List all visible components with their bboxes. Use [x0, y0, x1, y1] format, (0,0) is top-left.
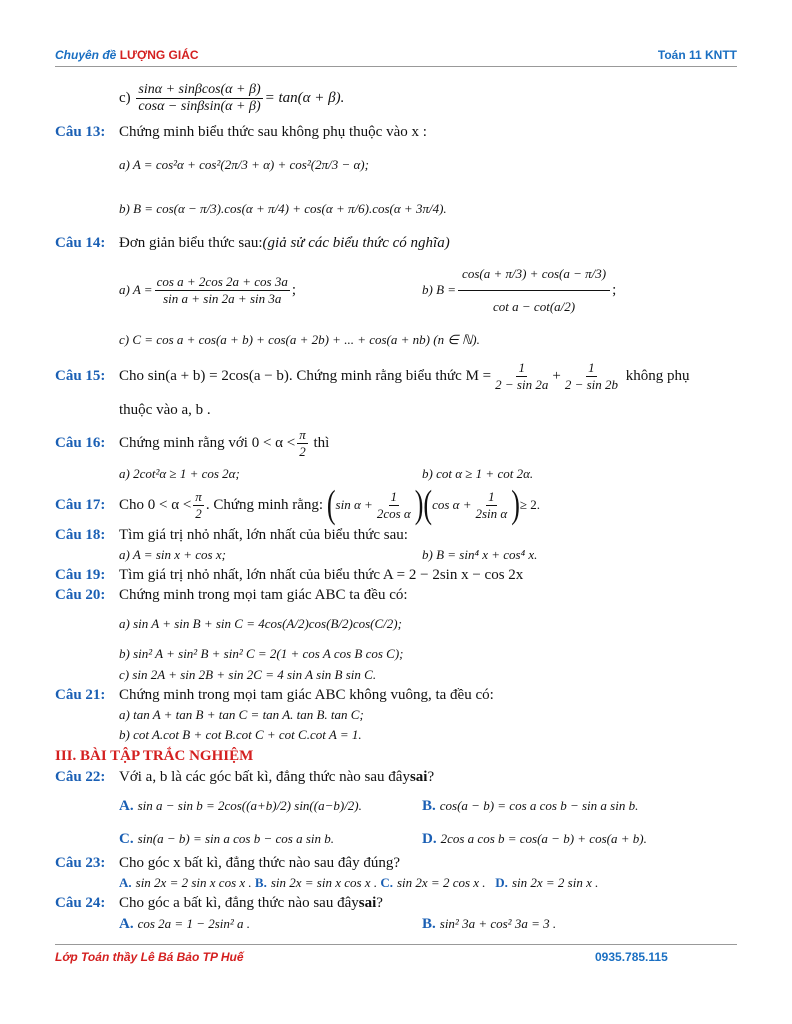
question-24: Câu 24: Cho góc a bất kì, đẳng thức nào sau đây sai ?	[55, 894, 383, 911]
q24-label: Câu 24:	[55, 894, 106, 911]
q20c: c) sin 2A + sin 2B + sin 2C = 4 sin A sin B sin C.	[119, 667, 377, 682]
q22-option-b[interactable]: B.	[422, 797, 436, 814]
page-footer	[55, 950, 737, 964]
question-23: Câu 23: Cho góc x bất kì, đẳng thức nào sau đây đúng?	[55, 854, 400, 871]
q18-label: Câu 18:	[55, 526, 106, 543]
footer-rule	[55, 944, 737, 945]
q22-row1: A. sin a − sin b = 2cos((a+b)/2) sin((a−b)/2). B. cos(a − b) = cos a cos b − sin a sin b.	[119, 797, 639, 814]
q13b: b) B = cos(α − π/3).cos(α + π/4) + cos(α + π/6).cos(α + 3π/4).	[119, 201, 447, 216]
question-15: Câu 15: Cho sin(a + b) = 2cos(a − b). Chứng minh rằng biểu thức M = $\frac{1}{2 - \sin 2a}$ + $\frac{1}{2 - \sin 2b}$ không phụ	[55, 359, 690, 392]
q22-option-a[interactable]: A.	[119, 797, 134, 814]
q23-option-a[interactable]: A.	[119, 875, 132, 890]
footer-phone: 0935.785.115	[595, 950, 668, 964]
q18ab: a) A = sin x + cos x; b) B = sin⁴ x + cos⁴ x.	[119, 547, 538, 562]
q15-text: Cho sin(a + b) = 2cos(a − b). Chứng minh rằng biểu thức M =	[119, 367, 492, 384]
header-topic: LƯỢNG GIÁC	[119, 48, 199, 62]
q21-label: Câu 21:	[55, 686, 106, 703]
q20b: b) sin² A + sin² B + sin² C = 2(1 + cos A cos B cos C);	[119, 646, 404, 661]
q20a: a) sin A + sin B + sin C = 4cos(A/2)cos(B/2)cos(C/2);	[119, 616, 402, 631]
q13-text: Chứng minh biểu thức sau không phụ thuộc vào x :	[119, 123, 427, 140]
q22-option-c[interactable]: C.	[119, 830, 134, 847]
q23-option-c[interactable]: C.	[380, 875, 393, 890]
q21a: a) tan A + tan B + tan C = tan A. tan B. tan C;	[119, 707, 364, 722]
question-16: Câu 16: Chứng minh rằng với 0 < α < $\frac{\pi}{2}$ thì	[55, 426, 330, 459]
q17-label: Câu 17:	[55, 496, 106, 513]
page-header	[55, 48, 737, 66]
q13a: a) A = cos²α + cos²(2π/3 + α) + cos²(2π/3 − α);	[119, 157, 369, 172]
q23-option-d[interactable]: D.	[495, 875, 508, 890]
page-body	[55, 75, 745, 935]
header-course: Toán 11 KNTT	[657, 48, 737, 62]
question-14	[55, 231, 745, 255]
q16-text: Chứng minh rằng với 0 < α <	[119, 434, 296, 451]
q12c-num: sinα + sinβcos(α + β)	[138, 81, 261, 97]
question-22: Câu 22: Với a, b là các góc bất kì, đẳng thức nào sau đây sai ?	[55, 768, 435, 785]
q14c: c) C = cos a + cos(a + b) + cos(a + 2b) + ... + cos(a + nb) (n ∈ ℕ).	[119, 332, 480, 347]
q24-option-b[interactable]: B.	[422, 915, 436, 932]
q12c-label: c)	[119, 89, 131, 106]
q16-label: Câu 16:	[55, 434, 106, 451]
q14-note: (giả sử các biểu thức có nghĩa)	[262, 234, 450, 251]
q23-options: A. sin 2x = 2 sin x cos x . B. sin 2x = sin x cos x . C. sin 2x = 2 cos x . D. sin 2x = 2 sin x .	[119, 875, 599, 890]
q12c-rhs: = tan(α + β).	[264, 89, 345, 106]
question-17: Câu 17: Cho 0 < α < $\frac{\pi}{2}$ . Chứng minh rằng: ( sin α + $\frac{1}{\text{2cos α}}$ ) ( cos α + $\frac{1}{\text{2sin α}}$ ) ≥ 2.	[55, 482, 541, 526]
q19-label: Câu 19:	[55, 566, 106, 583]
question-20: Câu 20: Chứng minh trong mọi tam giác ABC ta đều có:	[55, 586, 408, 603]
question-18: Câu 18: Tìm giá trị nhỏ nhất, lớn nhất của biểu thức sau:	[55, 526, 408, 543]
question-19: Câu 19: Tìm giá trị nhỏ nhất, lớn nhất của biểu thức A = 2 − 2sin x − cos 2x	[55, 566, 524, 583]
q22-option-d[interactable]: D.	[422, 830, 437, 847]
q23-option-b[interactable]: B.	[254, 875, 267, 890]
section-multiple-choice	[55, 745, 745, 767]
q14ab: a) A = $\frac{\text{cos a + 2cos 2a + cos 3a}}{\text{sin a + sin 2a + sin 3a}}$ ; b) B = $\frac{\cos(a + \pi/3) + \cos(a - \pi/3)}{\text{cot a − cot(a/2)}}$ ;	[55, 255, 745, 325]
q22-row2: C. sin(a − b) = sin a cos b − cos a sin b. D. 2cos a cos b = cos(a − b) + cos(a + b).	[119, 830, 647, 847]
q12c	[55, 75, 745, 121]
header-topic-prefix: Chuyên đề	[55, 48, 120, 62]
q24-option-a[interactable]: A.	[119, 915, 134, 932]
question-13	[55, 121, 745, 143]
q23-label: Câu 23:	[55, 854, 106, 871]
q12c-den: cosα − sinβsin(α + β)	[138, 98, 261, 114]
q21b: b) cot A.cot B + cot B.cot C + cot C.cot A = 1.	[119, 727, 362, 742]
question-21: Câu 21: Chứng minh trong mọi tam giác ABC không vuông, ta đều có:	[55, 686, 494, 703]
q13-label: Câu 13:	[55, 123, 106, 140]
q20-label: Câu 20:	[55, 586, 106, 603]
footer-teacher: Lớp Toán thầy Lê Bá Bảo TP Huế	[55, 950, 244, 964]
section-title: III. BÀI TẬP TRẮC NGHIỆM	[55, 747, 254, 764]
header-rule	[55, 66, 737, 67]
q16ab: a) 2cot²α ≥ 1 + cos 2α; b) cot α ≥ 1 + cot 2α.	[119, 466, 534, 481]
q15-label: Câu 15:	[55, 367, 106, 384]
q24-options: A. cos 2a = 1 − 2sin² a . B. sin² 3a + cos² 3a = 3 .	[119, 915, 557, 932]
q15-line2: thuộc vào a, b .	[119, 401, 211, 418]
q14-label: Câu 14:	[55, 234, 106, 251]
q22-label: Câu 22:	[55, 768, 106, 785]
q14-text: Đơn giản biểu thức sau:	[119, 234, 263, 251]
